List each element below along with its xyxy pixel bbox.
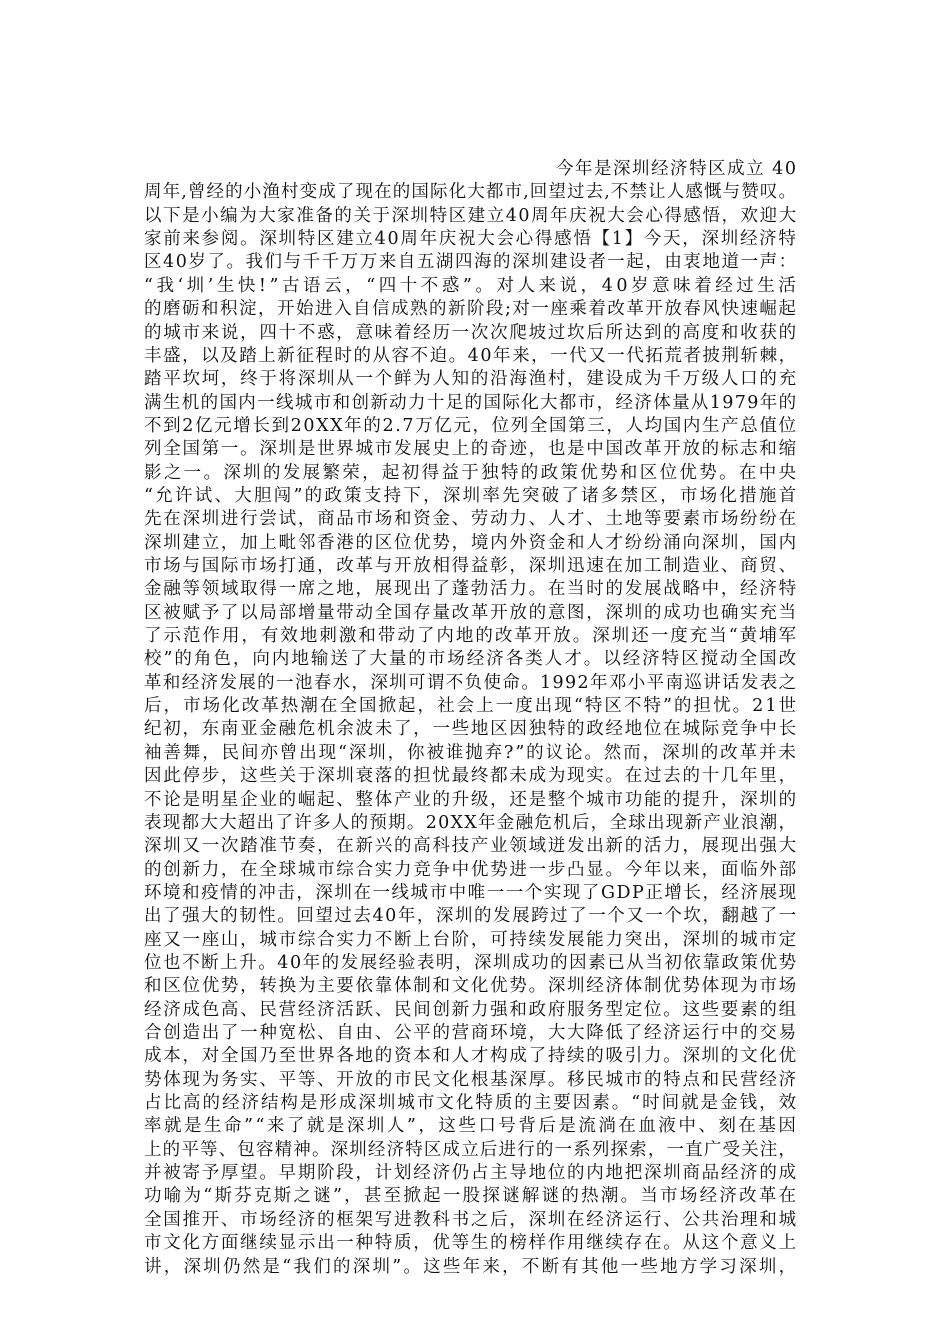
text-line: 纪初，东南亚金融危机余波未了，一些地区因独特的政经地位在城际竞争中长 [144, 719, 798, 740]
text-line: 后，市场化改革热潮在全国掀起，社会上一度出现“特区不特”的担忧。21世 [144, 696, 799, 717]
text-line: 不论是明星企业的崛起、整体产业的升级，还是整个城市功能的提升，深圳的 [144, 789, 798, 810]
text-line: 的磨砺和积淀，开始进入自信成熟的新阶段;对一座乘着改革开放春风快速崛起 [144, 299, 798, 320]
text-line: 率就是生命”“来了就是深圳人”，这些口号背后是流淌在血液中、刻在基因 [144, 1116, 799, 1137]
text-line: 以下是小编为大家准备的关于深圳特区建立40周年庆祝大会心得感悟，欢迎大 [144, 205, 798, 226]
text-line: 先在深圳进行尝试，商品市场和资金、劳动力、人才、土地等要素市场纷纷在 [144, 509, 798, 530]
text-line: 全国推开、市场经济的框架写进教科书之后，深圳在经济运行、公共治理和城 [144, 1209, 798, 1230]
text-line: 不到2亿元增长到20XX年的2.7万亿元，位列全国第三，人均国内生产总值位 [144, 415, 798, 436]
text-line: 深圳又一次踏准节奏，在新兴的高科技产业领域迸发出新的活力，展现出强大 [144, 836, 798, 857]
text-line: 区40岁了。我们与千千万万来自五湖四海的深圳建设者一起，由衷地道一声： [144, 252, 798, 273]
text-line: 满生机的国内一线城市和创新动力十足的国际化大都市，经济体量从1979年的 [144, 392, 798, 413]
text-line: 周年,曾经的小渔村变成了现在的国际化大都市,回望过去,不禁让人感慨与赞叹。 [144, 182, 798, 203]
text-line: 市文化方面继续显示出一种特质，优等生的榜样作用继续存在。从这个意义上 [144, 1233, 798, 1254]
text-line: 市场与国际市场打通，改革与开放相得益彰，深圳迅速在加工制造业、商贸、 [144, 556, 798, 576]
text-line: 校”的角色，向内地输送了大量的市场经济各类人才。以经济特区搅动全国改 [144, 649, 799, 670]
text-line: 成本，对全国乃至世界各地的资本和人才构成了持续的吸引力。深圳的文化优 [144, 1046, 798, 1067]
text-line: 和区位优势，转换为主要依靠体制和文化优势。深圳经济体制优势体现为市场 [144, 976, 798, 997]
text-line: 座又一座山，城市综合实力不断上台阶，可持续发展能力突出，深圳的城市定 [144, 929, 798, 950]
text-line: 势体现为务实、平等、开放的市民文化根基深厚。移民城市的特点和民营经济 [144, 1069, 798, 1090]
text-line: 了示范作用，有效地刺激和带动了内地的改革开放。深圳还一度充当“黄埔军 [144, 626, 799, 646]
text-line: 列全国第一。深圳是世界城市发展史上的奇迹，也是中国改革开放的标志和缩 [144, 439, 798, 460]
text-line: 位也不断上升。40年的发展经验表明，深圳成功的因素已从当初依靠政策优势 [144, 952, 798, 973]
text-line: 环境和疫情的冲击，深圳在一线城市中唯一一个实现了GDP正增长，经济展现 [144, 882, 798, 903]
text-line: 袖善舞，民间亦曾出现“深圳，你被谁抛弃?”的议论。然而，深圳的改革并未 [144, 742, 798, 763]
text-line: 上的平等、包容精神。深圳经济特区成立后进行的一系列探索，一直广受关注， [144, 1139, 798, 1160]
text-line: 经济成色高、民营经济活跃、民间创新力强和政府服务型定位。这些要素的组 [144, 999, 798, 1020]
text-line: 区被赋予了以局部增量带动全国存量改革开放的意图，深圳的成功也确实充当 [144, 602, 798, 623]
text-line: 的城市来说，四十不惑，意味着经历一次次爬坡过坎后所达到的高度和收获的 [144, 322, 798, 343]
text-line: 的创新力，在全球城市综合实力竞争中优势进一步凸显。今年以来，面临外部 [144, 859, 798, 880]
text-line: 丰盛，以及踏上新征程时的从容不迫。40年来，一代又一代拓荒者披荆斩棘， [144, 345, 798, 366]
text-line: 功喻为“斯芬克斯之谜”，甚至掀起一股探谜解谜的热潮。当市场经济改革在 [144, 1186, 799, 1207]
text-line: 家前来参阅。深圳特区建立40周年庆祝大会心得感悟【1】今天，深圳经济特 [144, 229, 798, 250]
text-line: “允许试、大胆闯”的政策支持下，深圳率先突破了诸多禁区，市场化措施首 [144, 485, 799, 506]
text-line: 表现都大大超出了许多人的预期。20XX年金融危机后，全球出现新产业浪潮， [144, 812, 798, 833]
text-line: 并被寄予厚望。早期阶段，计划经济仍占主导地位的内地把深圳商品经济的成 [144, 1163, 798, 1184]
first-line: 今年是深圳经济特区成立 40 [556, 159, 798, 179]
text-line: 占比高的经济结构是形成深圳城市文化特质的主要因素。“时间就是金钱，效 [144, 1093, 799, 1113]
text-line: 金融等领域取得一席之地，展现出了蓬勃活力。在当时的发展战略中，经济特 [144, 579, 798, 600]
text-line: 深圳建立，加上毗邻香港的区位优势，境内外资金和人才纷纷涌向深圳，国内 [144, 532, 798, 553]
text-line: 影之一。深圳的发展繁荣，起初得益于独特的政策优势和区位优势。在中央 [144, 462, 799, 483]
text-line: “我‘圳’生快!”古语云，“四十不惑”。对人来说，40岁意味着经过生活 [144, 275, 800, 296]
text-line: 出了强大的韧性。回望过去40年，深圳的发展跨过了一个又一个坎，翻越了一 [144, 906, 798, 927]
text-line: 讲，深圳仍然是“我们的深圳”。这些年来，不断有其他一些地方学习深圳， [144, 1256, 799, 1277]
text-line: 踏平坎坷，终于将深圳从一个鲜为人知的沿海渔村，建设成为千万级人口的充 [144, 369, 798, 390]
text-line: 因此停步，这些关于深圳衰落的担忧最终都未成为现实。在过去的十几年里， [144, 766, 798, 787]
text-line: 革和经济发展的一池春水，深圳可谓不负使命。1992年邓小平南巡讲话发表之 [144, 672, 798, 693]
text-line: 合创造出了一种宽松、自由、公平的营商环境，大大降低了经济运行中的交易 [144, 1023, 798, 1043]
